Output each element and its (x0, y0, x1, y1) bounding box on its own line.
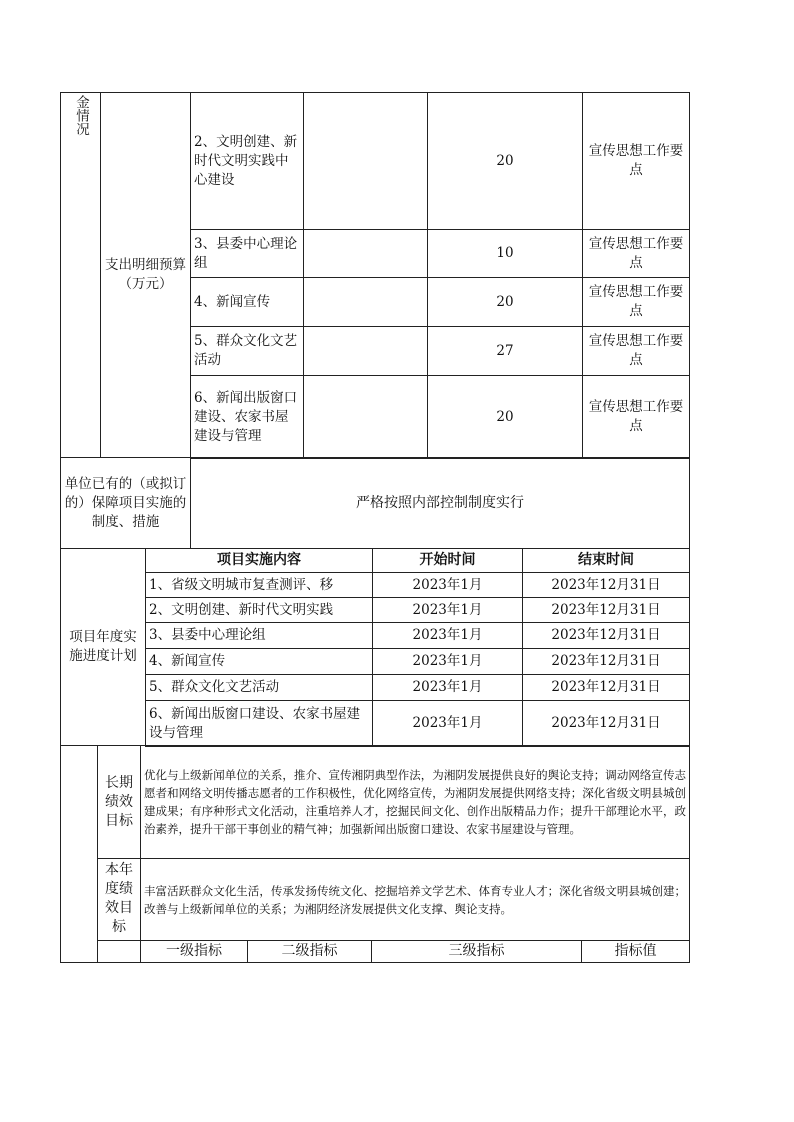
schedule-content: 1、省级文明城市复查测评、移 (145, 572, 373, 598)
fund-basis: 宣传思想工作要点 (582, 277, 690, 327)
fund-item: 3、县委中心理论组 (190, 229, 304, 278)
fund-basis: 宣传思想工作要点 (582, 92, 690, 230)
long-goal-text: 优化与上级新闻单位的关系，推介、宣传湘阴典型作法，为湘阴发展提供良好的舆论支持；调动网络宣传志愿者和网络文明传播志愿者的工作积极性，优化网络宣传，为湘阴发展提供网络支持；深化省级文明县城创建成果；有序种形式文化活动，注重培养人才，挖掘民间文化、创作出版精品力作；提升干部理论水平，政治素养，提升干部干事创业的精气神；加强新闻出版窗口建设、农家书屋建设与管理。 (140, 745, 690, 859)
schedule-header-content: 项目实施内容 (145, 548, 373, 573)
guarantee-label: 单位已有的（或拟订的）保障项目实施的制度、措施 (60, 457, 191, 549)
schedule-content: 2、文明创建、新时代文明实践 (145, 597, 373, 623)
schedule-start: 2023年1月 (372, 597, 523, 623)
schedule-header-end: 结束时间 (522, 548, 690, 573)
fund-item: 5、群众文化文艺活动 (190, 326, 304, 376)
fund-blank-cell (303, 92, 428, 230)
schedule-start: 2023年1月 (372, 674, 523, 701)
schedule-end: 2023年12月31日 (522, 674, 690, 701)
schedule-content: 3、县委中心理论组 (145, 622, 373, 649)
indicator-header-2: 二级指标 (247, 940, 372, 963)
schedule-end: 2023年12月31日 (522, 700, 690, 747)
fund-amount: 20 (427, 92, 583, 230)
schedule-start: 2023年1月 (372, 648, 523, 675)
fund-item: 2、文明创建、新时代文明实践中心建设 (190, 92, 304, 230)
indicator-header-1: 一级指标 (140, 940, 248, 963)
schedule-content: 5、群众文化文艺活动 (145, 674, 373, 701)
fund-amount: 10 (427, 229, 583, 278)
year-goal-text: 丰富活跃群众文化生活，传承发扬传统文化、挖掘培养文学艺术、体育专业人才；深化省级文明县城创建；改善与上级新闻单位的关系；为湘阴经济发展提供文化支撑、舆论支持。 (140, 858, 690, 941)
long-goal-label: 长期绩效目标 (97, 745, 141, 859)
schedule-end: 2023年12月31日 (522, 622, 690, 649)
schedule-start: 2023年1月 (372, 700, 523, 747)
fund-blank-cell (303, 326, 428, 376)
year-goal-label: 本年度绩效目标 (97, 858, 141, 941)
fund-blank-cell (303, 229, 428, 278)
schedule-content: 4、新闻宣传 (145, 648, 373, 675)
fund-item: 4、新闻宣传 (190, 277, 304, 327)
schedule-label: 项目年度实施进度计划 (60, 548, 146, 746)
fund-amount: 20 (427, 375, 583, 459)
fund-basis: 宣传思想工作要点 (582, 229, 690, 278)
guarantee-value: 严格按照内部控制制度实行 (190, 457, 690, 549)
schedule-header-start: 开始时间 (372, 548, 523, 573)
fund-item: 6、新闻出版窗口建设、农家书屋建设与管理 (190, 375, 304, 459)
schedule-start: 2023年1月 (372, 572, 523, 598)
fund-blank-cell (303, 375, 428, 459)
indicator-header-3: 三级指标 (371, 940, 582, 963)
fund-basis: 宣传思想工作要点 (582, 326, 690, 376)
fund-amount: 20 (427, 277, 583, 327)
fund-basis: 宣传思想工作要点 (582, 375, 690, 459)
schedule-end: 2023年12月31日 (522, 648, 690, 675)
fund-amount: 27 (427, 326, 583, 376)
fund-sub-label: 支出明细预算（万元） (100, 92, 191, 458)
schedule-end: 2023年12月31日 (522, 597, 690, 623)
schedule-end: 2023年12月31日 (522, 572, 690, 598)
schedule-start: 2023年1月 (372, 622, 523, 649)
indicator-header-value: 指标值 (581, 940, 690, 963)
fund-section-label: 金情况 (60, 92, 101, 458)
fund-blank-cell (303, 277, 428, 327)
goals-outer-cell (60, 745, 98, 963)
schedule-content: 6、新闻出版窗口建设、农家书屋建设与管理 (145, 700, 373, 747)
indicator-blank-cell (97, 940, 141, 963)
